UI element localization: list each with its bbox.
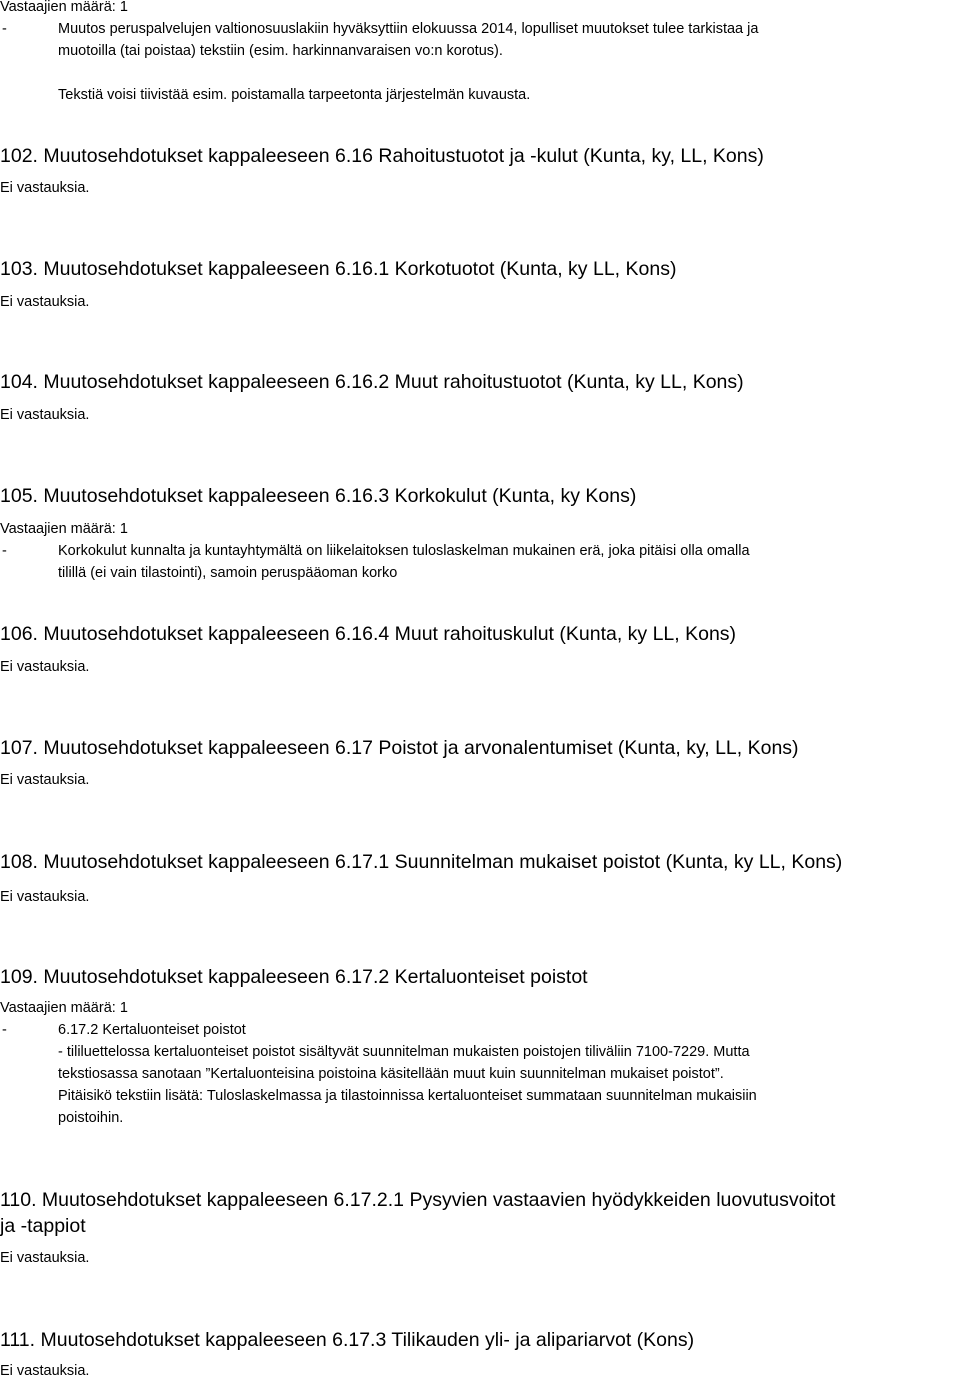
section-heading: 111. Muutosehdotukset kappaleeseen 6.17.3 Tilikauden yli- ja alipariarvot (Kons) bbox=[0, 1329, 695, 1351]
respondent-count: Vastaajien määrä: 1 bbox=[0, 1000, 128, 1016]
response-item bbox=[0, 540, 750, 584]
section-heading: 107. Muutosehdotukset kappaleeseen 6.17 Poistot ja arvonalentumiset (Kunta, ky, LL, Kons) bbox=[0, 737, 799, 759]
section-heading: 106. Muutosehdotukset kappaleeseen 6.16.4 Muut rahoituskulut (Kunta, ky LL, Kons) bbox=[0, 623, 737, 645]
response-line: 6.17.2 Kertaluonteiset poistot bbox=[58, 1022, 246, 1038]
response-line: muotoilla (tai poistaa) tekstiin (esim. harkinnanvaraisen vo:n korotus). bbox=[58, 43, 503, 59]
response-text bbox=[58, 1019, 757, 1129]
section-heading-continued: ja -tappiot bbox=[0, 1215, 86, 1237]
no-responses-note: Ei vastauksia. bbox=[0, 772, 90, 788]
response-text bbox=[58, 540, 750, 584]
response-line: tekstiosassa sanotaan ”Kertaluonteisina poistoina käsitellään muut kuin suunnitelman mukaiset poistot”. bbox=[58, 1066, 724, 1082]
section-heading: 104. Muutosehdotukset kappaleeseen 6.16.2 Muut rahoitustuotot (Kunta, ky LL, Kons) bbox=[0, 371, 744, 393]
respondent-count: Vastaajien määrä: 1 bbox=[0, 521, 128, 537]
no-responses-note: Ei vastauksia. bbox=[0, 889, 90, 905]
section-heading: 110. Muutosehdotukset kappaleeseen 6.17.2.1 Pysyvien vastaavien hyödykkeiden luovutusvoitot bbox=[0, 1189, 836, 1211]
no-responses-note: Ei vastauksia. bbox=[0, 180, 90, 196]
response-line: poistoihin. bbox=[58, 1110, 124, 1126]
section-heading: 102. Muutosehdotukset kappaleeseen 6.16 Rahoitustuotot ja -kulut (Kunta, ky, LL, Kons) bbox=[0, 145, 764, 167]
response-line: Tekstiä voisi tiivistää esim. poistamalla tarpeetonta järjestelmän kuvausta. bbox=[58, 87, 531, 103]
response-line: Pitäisikö tekstiin lisätä: Tuloslaskelmassa ja tilastoinnissa kertaluonteiset summataan suunnitelman mukaisiin bbox=[58, 1088, 757, 1104]
no-responses-note: Ei vastauksia. bbox=[0, 1363, 90, 1379]
section-heading: 108. Muutosehdotukset kappaleeseen 6.17.1 Suunnitelman mukaiset poistot (Kunta, ky LL, Kons) bbox=[0, 851, 843, 873]
response-item bbox=[0, 1019, 757, 1129]
response-line: Korkokulut kunnalta ja kuntayhtymältä on liikelaitoksen tuloslaskelman mukainen erä, joka pitäisi olla omalla bbox=[58, 543, 750, 559]
no-responses-note: Ei vastauksia. bbox=[0, 407, 90, 423]
bullet-dash: - bbox=[2, 543, 7, 559]
no-responses-note: Ei vastauksia. bbox=[0, 294, 90, 310]
no-responses-note: Ei vastauksia. bbox=[0, 659, 90, 675]
section-heading: 109. Muutosehdotukset kappaleeseen 6.17.2 Kertaluonteiset poistot bbox=[0, 966, 588, 988]
response-line: Muutos peruspalvelujen valtionosuuslakiin hyväksyttiin elokuussa 2014, lopulliset muutokset tulee tarkistaa ja bbox=[58, 21, 759, 37]
response-line bbox=[58, 62, 758, 84]
response-item bbox=[0, 18, 758, 106]
response-line: tilillä (ei vain tilastointi), samoin peruspääoman korko bbox=[58, 565, 398, 581]
response-text bbox=[58, 18, 758, 106]
bullet-dash: - bbox=[2, 1022, 7, 1038]
section-heading: 103. Muutosehdotukset kappaleeseen 6.16.1 Korkotuotot (Kunta, ky LL, Kons) bbox=[0, 258, 677, 280]
no-responses-note: Ei vastauksia. bbox=[0, 1250, 90, 1266]
response-line: - tililuettelossa kertaluonteiset poistot sisältyvät suunnitelman mukaisten poistojen tiliväliin 7100-7229. Mutta bbox=[58, 1044, 750, 1060]
section-heading: 105. Muutosehdotukset kappaleeseen 6.16.3 Korkokulut (Kunta, ky Kons) bbox=[0, 485, 637, 507]
bullet-dash: - bbox=[2, 21, 7, 37]
respondent-count: Vastaajien määrä: 1 bbox=[0, 0, 128, 15]
